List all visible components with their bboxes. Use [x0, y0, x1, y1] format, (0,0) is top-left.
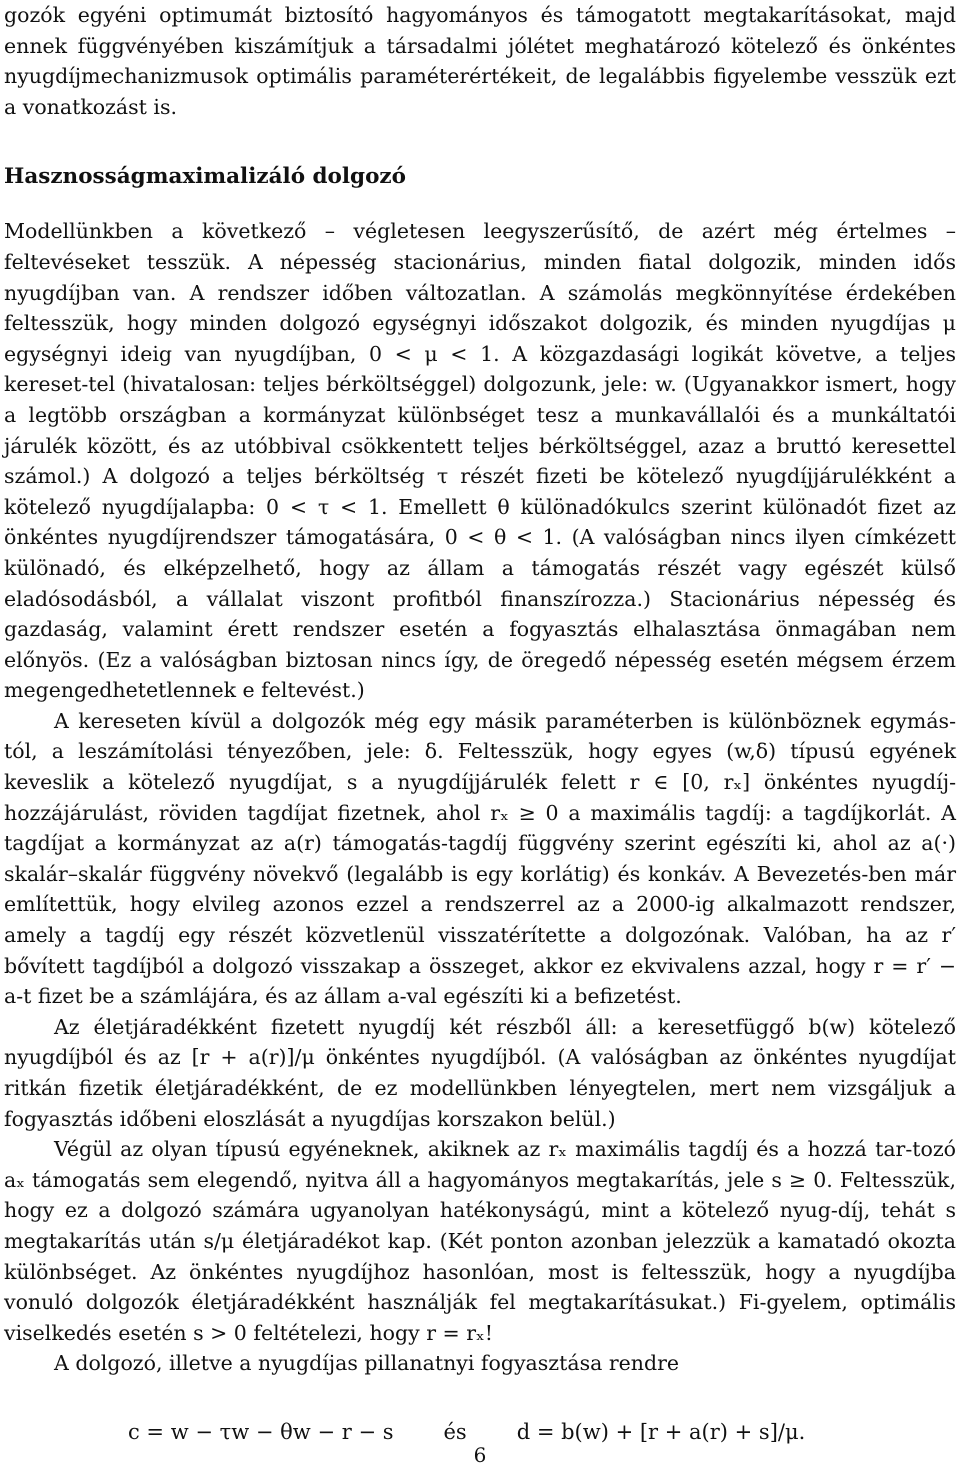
section-heading: Hasznosságmaximalizáló dolgozó: [4, 164, 406, 190]
equation-connector: és: [443, 1419, 467, 1444]
discount-factor-paragraph: A kereseten kívül a dolgozók még egy másik paraméterben is különböznek egymás-tól, a leszámítolási tényezőben, jele: δ. Feltesszük, hogy egyes (w,δ) típusú egyének keveslik a kötelező nyugdíjat, s a nyugdíjjárulék felett r ∈ [0, rₓ] önkéntes nyugdíj-hozzájárulást, röviden tagdíjat fizetnek, ahol rₓ ≥ 0 a maximális tagdíj: a tagdíjkorlát. A tagdíjat a kormányzat az a(r) támogatás-tagdíj függvény szerint egészíti ki, ahol az a(·) skalár–skalár függvény növekvő (legalább is egy korlátig) és konkáv. A Bevezetés-ben már említettük, hogy elvileg azonos ezzel a rendszerrel az a 2000-ig alkalmazott rendszer, amely a tagdíj egy részét közvetlenül visszatérítette a dolgozónak. Valóban, ha az r′ bővített tagdíjból a dolgozó visszakap a összeget, akkor ez ekvivalens azzal, hogy r = r′ − a-t fizet be a számlájára, és az állam a-val egészíti ki a befizetést.: [4, 708, 956, 1009]
page-number: 6: [473, 1443, 487, 1467]
consumption-intro-paragraph: A dolgozó, illetve a nyugdíjas pillanatnyi fogyasztása rendre: [54, 1351, 680, 1376]
annuity-paragraph: Az életjáradékként fizetett nyugdíj két részből áll: a keresetfüggő b(w) kötelező nyugdíjból és az [r + a(r)]/μ önkéntes nyugdíjból. (A valóságban az önkéntes nyugdíjat ritkán fizetik életjáradékként, de ez modellünkben lényegtelen, mert nem vizsgáljuk a fogyasztás időbeni eloszlását a nyugdíjas korszakon belül.): [4, 1014, 956, 1131]
equation-worker-consumption: c = w − τw − θw − r − s: [128, 1419, 394, 1444]
assumptions-paragraph: Modellünkben a következő – végletesen leegyszerűsítő, de azért még értelmes – feltevéseket tesszük. A népesség stacionárius, minden fiatal dolgozik, minden idős nyugdíjban van. A rendszer időben változatlan. A számolás megkönnyítése érdekében feltesszük, hogy minden dolgozó egységnyi időszakot dolgozik, és minden nyugdíjas μ egységnyi ideig van nyugdíjban, 0 < μ < 1. A közgazdasági logikát követve, a teljes kereset-tel (hivatalosan: teljes bérköltséggel) dolgozunk, jele: w. (Ugyanakkor ismert, hogy a legtöbb országban a kormányzat különbséget tesz a munkavállalói és a munkáltatói járulék között, és az utóbbival csökkentett teljes bérköltséggel, azaz a bruttó keresettel számol.) A dolgozó a teljes bérköltség τ részét fizeti be kötelező nyugdíjjárulékként a kötelező nyugdíjalapba: 0 < τ < 1. Emellett θ különadókulcs szerint különadót fizet az önkéntes nyugdíjrendszer támogatására, 0 < θ < 1. (A valóságban nincs ilyen címkézett különadó, és elképzelhető, hogy az állam a támogatás részét vagy egészét külső eladósodásból, a vállalat viszont profitból finanszírozza.) Stacionárius népesség és gazdaság, valamint érett rendszer esetén a fogyasztás elhalasztása önmagában nem előnyös. (Ez a valóságban biztosan nincs így, de öregedő népesség esetén mégsem érzem megengedhetetlennek e feltevést.): [4, 219, 956, 703]
equation-pensioner-consumption: d = b(w) + [r + a(r) + s]/μ.: [516, 1419, 806, 1444]
savings-paragraph: Végül az olyan típusú egyéneknek, akiknek az rₓ maximális tagdíj és a hozzá tar-tozó aₓ támogatás sem elegendő, nyitva áll a hagyományos megtakarítás, jele s ≥ 0. Feltesszük, hogy ez a dolgozó számára ugyanolyan hatékonyságú, mint a kötelező nyug-díj, tehát s megtakarítás után s/μ életjáradékot kap. (Két ponton azonban jelezzük a kamatadó okozta különbséget. Az önkéntes nyugdíjhoz hasonlóan, most is feltesszük, hogy a nyugdíjba vonuló dolgozók életjáradékként használják fel megtakarításukat.) Fi-gyelem, optimális viselkedés esetén s > 0 feltételezi, hogy r = rₓ!: [4, 1137, 956, 1345]
intro-paragraph: gozók egyéni optimumát biztosító hagyományos és támogatott megtakarításokat, majd ennek függvényében kiszámítjuk a társadalmi jólétet meghatározó kötelező és önkéntes nyugdíjmechanizmusok optimális paraméterértékeit, de legalábbis figyelembe vesszük ezt a vonatkozást is.: [4, 3, 956, 119]
